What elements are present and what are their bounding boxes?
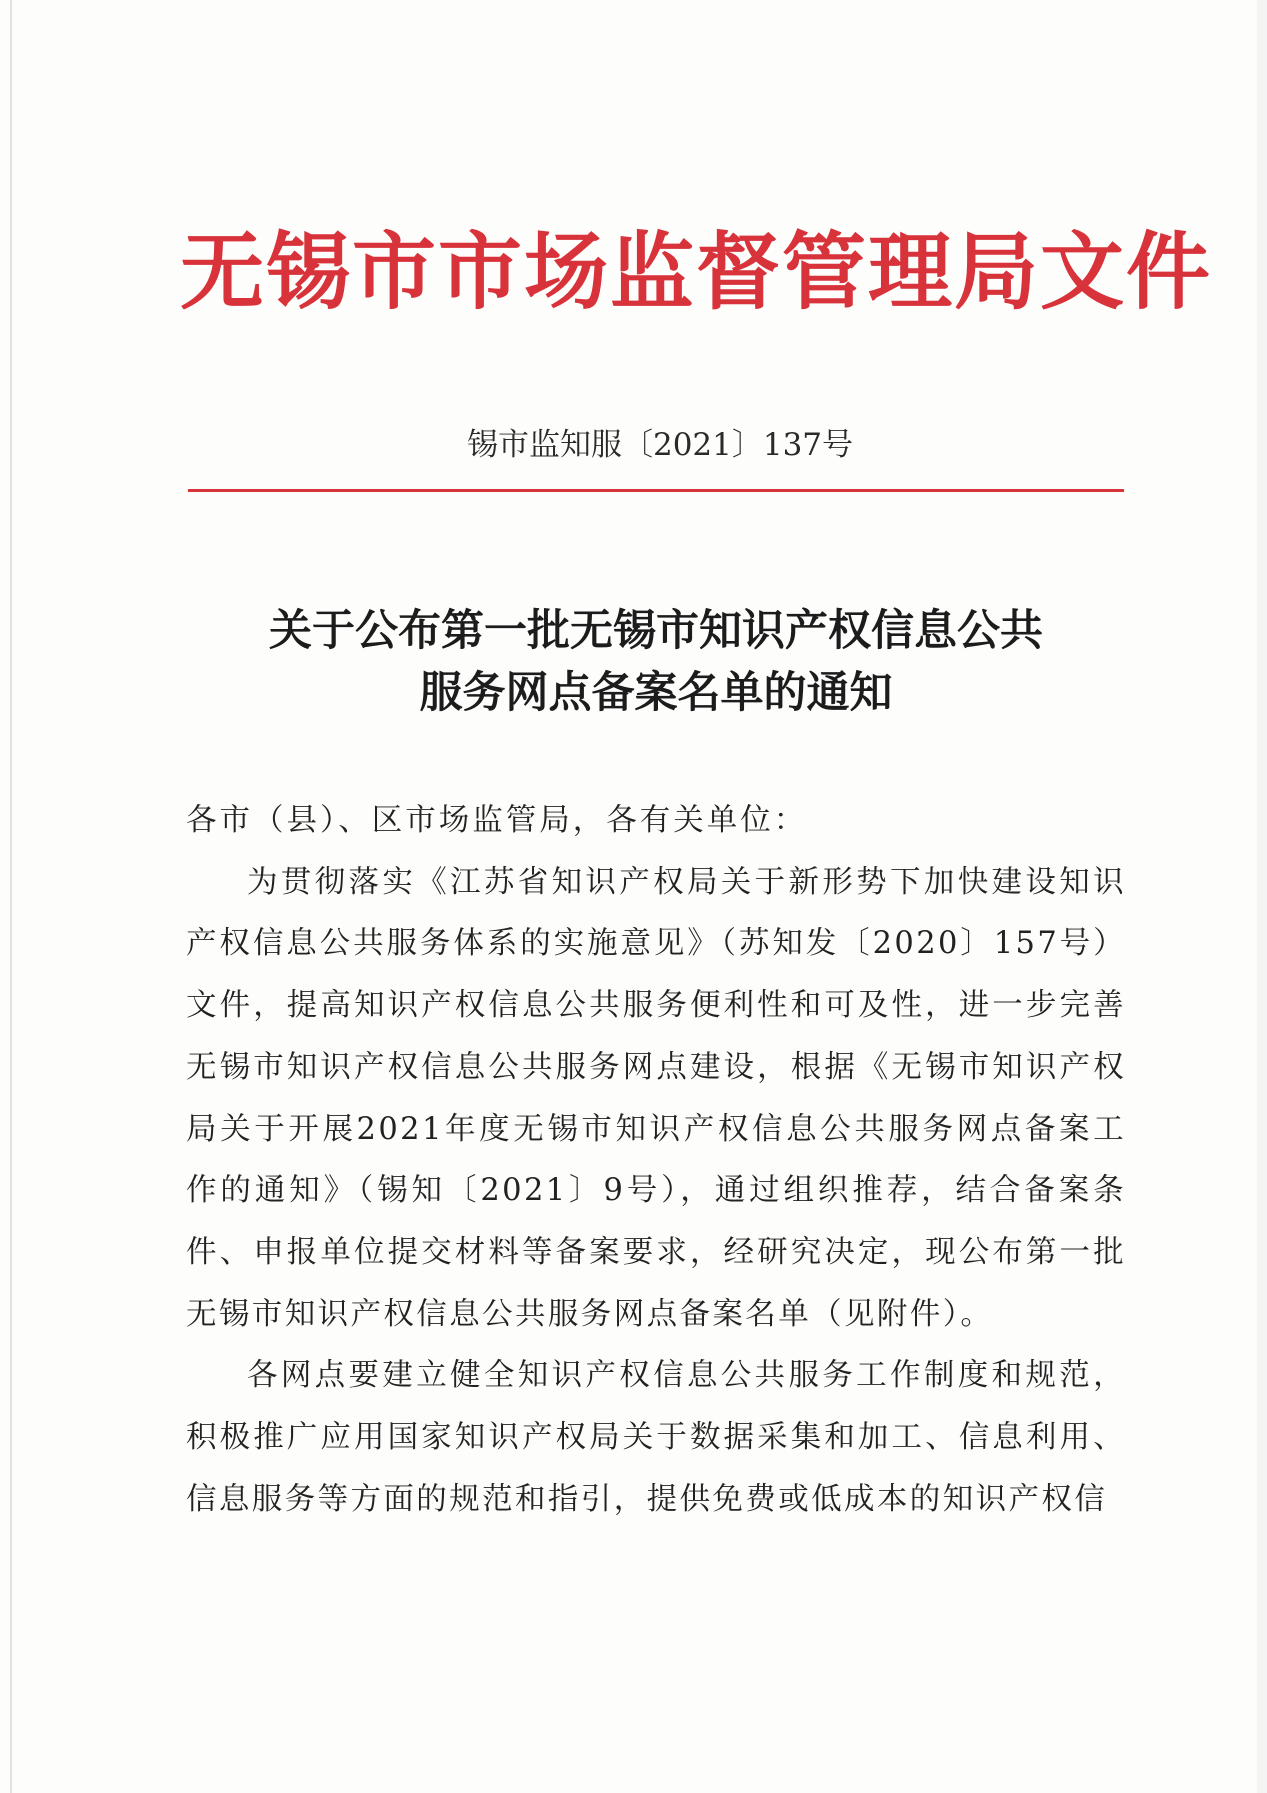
salutation: 各市（县）、区市场监管局，各有关单位： [186,803,808,838]
notice-body [186,790,1126,1530]
red-divider-line [188,489,1124,492]
notice-title-line-1: 关于公布第一批无锡市知识产权信息公共 [269,606,1043,656]
notice-title-line-2: 服务网点备案名单的通知 [419,668,893,718]
body-paragraph-2: 各网点要建立健全知识产权信息公共服务工作制度和规范，积极推广应用国家知识产权局关于数据采集和加工、信息利用、信息服务等方面的规范和指引，提供免费或低成本的知识产权信 [186,1358,1126,1517]
document-number: 锡市监知服〔2021〕137号 [466,427,854,463]
body-paragraph-1: 为贯彻落实《江苏省知识产权局关于新形势下加快建设知识产权信息公共服务体系的实施意见》（苏知发〔2020〕157号）文件，提高知识产权信息公共服务便利性和可及性，进一步完善无锡市知识产权信息公共服务网点建设，根据《无锡市知识产权局关于开展2021年度无锡市知识产权信息公共服务网点备案工作的通知》（锡知〔2021〕9号），通过组织推荐，结合备案条件、申报单位提交材料等备案要求，经研究决定，现公布第一批无锡市知识产权信息公共服务网点备案名单（见附件）。 [186,864,1126,1332]
document-header-title: 无锡市市场监督管理局文件 [180,222,1213,321]
scan-edge-right [1257,0,1267,1793]
notice-title [188,600,1124,724]
scan-edge-left [10,0,12,1793]
